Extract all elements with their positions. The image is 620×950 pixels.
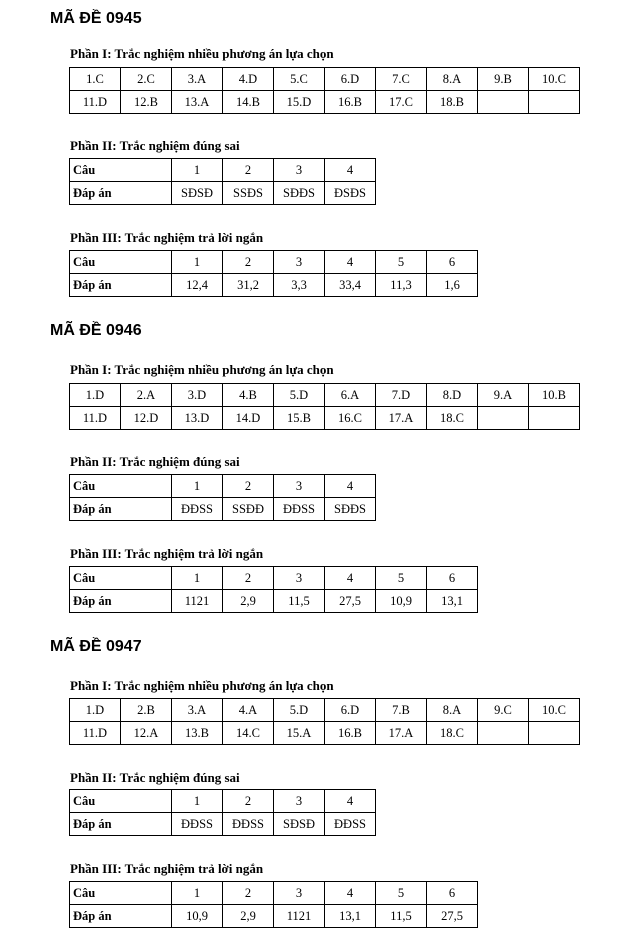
header-cell: 6 (427, 567, 478, 590)
answer-cell: 11.D (70, 91, 121, 114)
table-row (70, 722, 580, 745)
header-cell: Câu (70, 251, 172, 274)
table-row (70, 498, 376, 521)
header-cell: 4 (325, 790, 376, 813)
answer-cell: 14.B (223, 91, 274, 114)
answer-cell: SSĐS (223, 182, 274, 205)
part2-answer-table (69, 789, 376, 836)
answer-cell: 16.C (325, 407, 376, 430)
header-cell: 3 (274, 251, 325, 274)
header-cell: 4 (325, 882, 376, 905)
header-cell: 1 (172, 567, 223, 590)
header-cell: 2 (223, 567, 274, 590)
table-row (70, 905, 478, 928)
answer-cell: 11,3 (376, 274, 427, 297)
header-cell: 1 (172, 790, 223, 813)
answer-cell: 17.C (376, 91, 427, 114)
header-cell: 2 (223, 475, 274, 498)
table-row (70, 182, 376, 205)
header-cell: 4 (325, 159, 376, 182)
header-cell: Câu (70, 159, 172, 182)
header-cell: 3 (274, 790, 325, 813)
answer-cell: 15.A (274, 722, 325, 745)
answer-cell: SĐĐS (274, 182, 325, 205)
answer-cell: 16.B (325, 722, 376, 745)
part2-answer-table (69, 158, 376, 205)
part3-answer-table (69, 881, 478, 928)
answer-cell: SĐSĐ (172, 182, 223, 205)
part3-title: Phần III: Trắc nghiệm trả lời ngắn (70, 230, 264, 245)
part1-title: Phần I: Trắc nghiệm nhiều phương án lựa chọn (70, 46, 334, 61)
answer-cell: 1,6 (427, 274, 478, 297)
answer-cell: SSĐĐ (223, 498, 274, 521)
header-cell: Câu (70, 475, 172, 498)
header-cell: 3 (274, 159, 325, 182)
answer-label-cell: Đáp án (70, 182, 172, 205)
answer-cell: 13,1 (325, 905, 376, 928)
answer-cell: 17.A (376, 722, 427, 745)
answer-cell: 18.B (427, 91, 478, 114)
answer-cell: 18.C (427, 407, 478, 430)
header-cell: 5 (376, 251, 427, 274)
part2-title: Phần II: Trắc nghiệm đúng sai (70, 770, 240, 785)
answer-cell: 2.C (121, 68, 172, 91)
answer-cell: 10.C (529, 699, 580, 722)
answer-cell: 7.B (376, 699, 427, 722)
answer-cell (529, 722, 580, 745)
table-row (70, 475, 376, 498)
part2-title: Phần II: Trắc nghiệm đúng sai (70, 454, 240, 469)
table-row (70, 699, 580, 722)
answer-label-cell: Đáp án (70, 905, 172, 928)
answer-cell: ĐĐSS (223, 813, 274, 836)
table-row (70, 882, 478, 905)
header-cell: 1 (172, 159, 223, 182)
answer-cell: 14.D (223, 407, 274, 430)
answer-cell: 7.C (376, 68, 427, 91)
answer-cell: 27,5 (325, 590, 376, 613)
answer-cell: 8.A (427, 68, 478, 91)
answer-cell: 4.B (223, 384, 274, 407)
answer-cell: 1121 (274, 905, 325, 928)
answer-cell: 10,9 (172, 905, 223, 928)
answer-cell: 12,4 (172, 274, 223, 297)
answer-cell: 2.A (121, 384, 172, 407)
answer-cell: 8.A (427, 699, 478, 722)
answer-cell: 11,5 (274, 590, 325, 613)
answer-cell: 11.D (70, 407, 121, 430)
answer-cell: 1.C (70, 68, 121, 91)
answer-cell: 13,1 (427, 590, 478, 613)
part3-title: Phần III: Trắc nghiệm trả lời ngắn (70, 861, 264, 876)
answer-cell: ĐĐSS (274, 498, 325, 521)
answer-cell: 11,5 (376, 905, 427, 928)
answer-cell: 12.B (121, 91, 172, 114)
answer-cell: 8.D (427, 384, 478, 407)
answer-cell: 3,3 (274, 274, 325, 297)
answer-cell: 33,4 (325, 274, 376, 297)
answer-cell: SĐSĐ (274, 813, 325, 836)
answer-cell: 16.B (325, 91, 376, 114)
answer-cell: 13.A (172, 91, 223, 114)
answer-cell: 5.C (274, 68, 325, 91)
part2-answer-table (69, 474, 376, 521)
header-cell: 5 (376, 882, 427, 905)
part2-title: Phần II: Trắc nghiệm đúng sai (70, 138, 240, 153)
answer-cell: 2,9 (223, 905, 274, 928)
answer-cell: 10.C (529, 68, 580, 91)
header-cell: 6 (427, 251, 478, 274)
header-cell: 3 (274, 475, 325, 498)
header-cell: 2 (223, 790, 274, 813)
answer-cell: 1.D (70, 699, 121, 722)
answer-cell: 2.B (121, 699, 172, 722)
answer-cell: 9.A (478, 384, 529, 407)
table-row (70, 91, 580, 114)
answer-cell: 17.A (376, 407, 427, 430)
part1-title: Phần I: Trắc nghiệm nhiều phương án lựa chọn (70, 678, 334, 693)
table-row (70, 407, 580, 430)
answer-cell (529, 407, 580, 430)
answer-cell: 3.D (172, 384, 223, 407)
answer-cell: ĐĐSS (325, 813, 376, 836)
table-row (70, 790, 376, 813)
header-cell: 1 (172, 475, 223, 498)
answer-cell: 14.C (223, 722, 274, 745)
answer-cell: 3.A (172, 699, 223, 722)
exam-code-title: MÃ ĐỀ 0947 (50, 638, 142, 655)
answer-cell: 5.D (274, 699, 325, 722)
answer-label-cell: Đáp án (70, 813, 172, 836)
answer-cell: 15.B (274, 407, 325, 430)
header-cell: 3 (274, 567, 325, 590)
answer-label-cell: Đáp án (70, 590, 172, 613)
answer-cell (478, 722, 529, 745)
answer-cell: 11.D (70, 722, 121, 745)
table-row (70, 567, 478, 590)
header-cell: 3 (274, 882, 325, 905)
header-cell: 4 (325, 567, 376, 590)
answer-cell: 6.D (325, 68, 376, 91)
answer-cell (529, 91, 580, 114)
header-cell: Câu (70, 882, 172, 905)
answer-cell: 4.A (223, 699, 274, 722)
part1-answer-table (69, 698, 580, 745)
table-row (70, 159, 376, 182)
answer-cell: 6.A (325, 384, 376, 407)
part1-answer-table (69, 67, 580, 114)
answer-cell: SĐĐS (325, 498, 376, 521)
answer-cell: 7.D (376, 384, 427, 407)
answer-cell: 31,2 (223, 274, 274, 297)
part1-title: Phần I: Trắc nghiệm nhiều phương án lựa chọn (70, 362, 334, 377)
exam-code-title: MÃ ĐỀ 0945 (50, 10, 142, 27)
header-cell: 1 (172, 251, 223, 274)
header-cell: 2 (223, 251, 274, 274)
header-cell: 1 (172, 882, 223, 905)
header-cell: 6 (427, 882, 478, 905)
answer-cell: 5.D (274, 384, 325, 407)
answer-cell: 13.B (172, 722, 223, 745)
header-cell: 2 (223, 882, 274, 905)
answer-cell: 27,5 (427, 905, 478, 928)
answer-cell (478, 91, 529, 114)
answer-label-cell: Đáp án (70, 498, 172, 521)
exam-code-title: MÃ ĐỀ 0946 (50, 322, 142, 339)
table-row (70, 274, 478, 297)
table-row (70, 384, 580, 407)
answer-cell: 10,9 (376, 590, 427, 613)
answer-cell: 15.D (274, 91, 325, 114)
answer-cell: 6.D (325, 699, 376, 722)
table-row (70, 590, 478, 613)
answer-cell: ĐSĐS (325, 182, 376, 205)
table-row (70, 813, 376, 836)
answer-label-cell: Đáp án (70, 274, 172, 297)
answer-cell (478, 407, 529, 430)
answer-cell: 12.D (121, 407, 172, 430)
answer-cell: 12.A (121, 722, 172, 745)
header-cell: 4 (325, 475, 376, 498)
answer-cell: ĐĐSS (172, 498, 223, 521)
header-cell: 5 (376, 567, 427, 590)
part3-answer-table (69, 250, 478, 297)
answer-cell: 1121 (172, 590, 223, 613)
answer-cell: 1.D (70, 384, 121, 407)
answer-cell: 9.C (478, 699, 529, 722)
header-cell: 2 (223, 159, 274, 182)
answer-cell: 9.B (478, 68, 529, 91)
answer-cell: ĐĐSS (172, 813, 223, 836)
answer-cell: 18.C (427, 722, 478, 745)
part3-answer-table (69, 566, 478, 613)
header-cell: Câu (70, 567, 172, 590)
part1-answer-table (69, 383, 580, 430)
table-row (70, 251, 478, 274)
answer-cell: 13.D (172, 407, 223, 430)
answer-cell: 3.A (172, 68, 223, 91)
header-cell: Câu (70, 790, 172, 813)
header-cell: 4 (325, 251, 376, 274)
part3-title: Phần III: Trắc nghiệm trả lời ngắn (70, 546, 264, 561)
table-row (70, 68, 580, 91)
answer-cell: 2,9 (223, 590, 274, 613)
answer-cell: 10.B (529, 384, 580, 407)
answer-cell: 4.D (223, 68, 274, 91)
